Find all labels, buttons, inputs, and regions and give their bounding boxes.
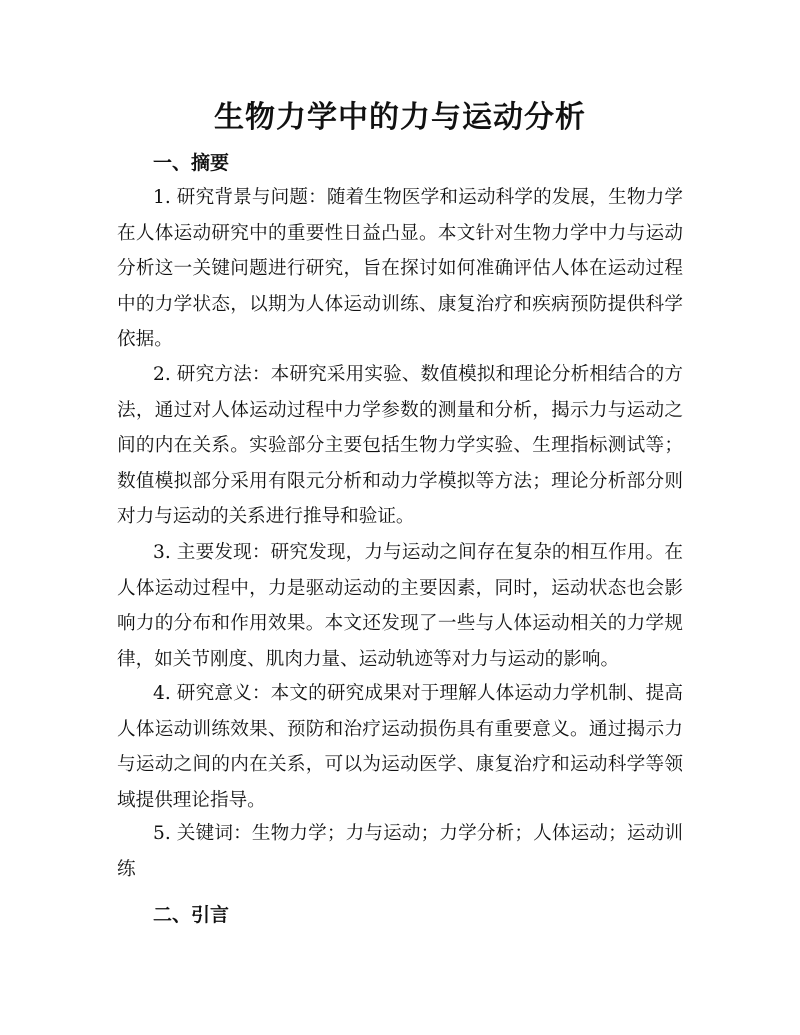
text-line: 中的力学状态，以期为人体运动训练、康复治疗和疾病预防提供科学 <box>117 293 683 315</box>
section-heading-abstract: 一、摘要 <box>153 152 230 174</box>
document-title: 生物力学中的力与运动分析 <box>214 100 586 135</box>
text-line: 在人体运动研究中的重要性日益凸显。本文针对生物力学中力与运动 <box>117 222 683 244</box>
text-line: 律，如关节刚度、肌肉力量、运动轨迹等对力与运动的影响。 <box>117 648 620 670</box>
paragraph-methods <box>117 357 683 535</box>
text-line: 数值模拟部分采用有限元分析和动力学模拟等方法；理论分析部分则 <box>117 470 683 492</box>
text-line: 人体运动训练效果、预防和治疗运动损伤具有重要意义。通过揭示力 <box>117 718 683 740</box>
text-line: 练 <box>117 858 136 880</box>
text-line: 1. 研究背景与问题：随着生物医学和运动科学的发展，生物力学 <box>153 187 683 208</box>
paragraph-keywords <box>117 816 683 887</box>
text-line: 法，通过对人体运动过程中力学参数的测量和分析，揭示力与运动之 <box>117 399 683 421</box>
paragraph-findings <box>117 535 683 677</box>
text-line: 2. 研究方法：本研究采用实验、数值模拟和理论分析相结合的方 <box>153 364 683 385</box>
text-line: 人体运动过程中，力是驱动运动的主要因素，同时，运动状态也会影 <box>117 577 683 599</box>
text-line: 域提供理论指导。 <box>117 789 266 811</box>
text-line: 响力的分布和作用效果。本文还发现了一些与人体运动相关的力学规 <box>117 613 683 634</box>
text-line: 与运动之间的内在关系，可以为运动医学、康复治疗和运动科学等领 <box>117 754 683 775</box>
text-line: 依据。 <box>117 329 173 350</box>
text-line: 4. 研究意义：本文的研究成果对于理解人体运动力学机制、提高 <box>153 683 683 704</box>
section-heading-introduction: 二、引言 <box>153 904 230 926</box>
text-line: 分析这一关键问题进行研究，旨在探讨如何准确评估人体在运动过程 <box>117 258 683 279</box>
paragraph-background <box>117 180 683 358</box>
text-line: 3. 主要发现：研究发现，力与运动之间存在复杂的相互作用。在 <box>153 542 683 563</box>
text-line: 间的内在关系。实验部分主要包括生物力学实验、生理指标测试等； <box>117 435 683 456</box>
text-line: 对力与运动的关系进行推导和验证。 <box>117 506 415 527</box>
text-line: 5. 关键词：生物力学；力与运动；力学分析；人体运动；运动训 <box>153 823 683 844</box>
paragraph-significance <box>117 676 683 818</box>
